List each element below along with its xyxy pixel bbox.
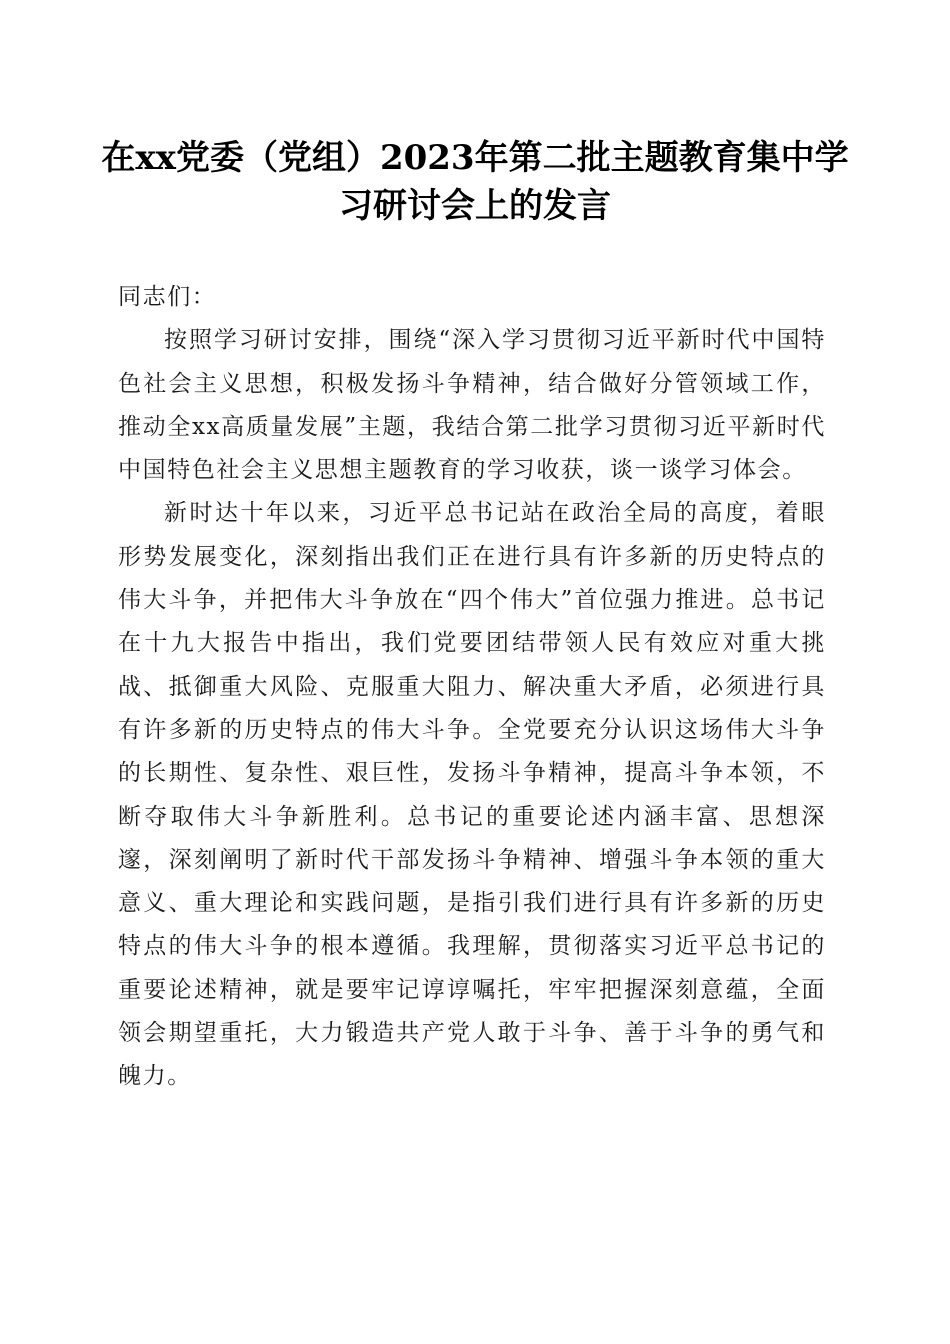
paragraph-1: 按照学习研讨安排，围绕“深入学习贯彻习近平新时代中国特色社会主义思想，积极发扬斗争精神，结合做好分管领域工作，推动全xx高质量发展”主题，我结合第二批学习贯彻习近平新时代中国特色社会主义思想主题教育的学习收获，谈一谈学习体会。 bbox=[118, 327, 826, 484]
document-body bbox=[118, 276, 826, 1099]
greeting: 同志们： bbox=[118, 284, 217, 310]
paragraph-2: 新时达十年以来，习近平总书记站在政治全局的高度，着眼形势发展变化，深刻指出我们正在进行具有许多新的历史特点的伟大斗争，并把伟大斗争放在“四个伟大”首位强力推进。总书记在十九大报告中指出，我们党要团结带领人民有效应对重大挑战、抵御重大风险、克服重大阻力、解决重大矛盾，必须进行具有许多新的历史特点的伟大斗争。全党要充分认识这场伟大斗争的长期性、复杂性、艰巨性，发扬斗争精神，提高斗争本领，不断夺取伟大斗争新胜利。总书记的重要论述内涵丰富、思想深邃，深刻阐明了新时代干部发扬斗争精神、增强斗争本领的重大意义、重大理论和实践问题，是指引我们进行具有许多新的历史特点的伟大斗争的根本遵循。我理解，贯彻落实习近平总书记的重要论述精神，就是要牢记谆谆嘱托，牢牢把握深刻意蕴，全面领会期望重托，大力锻造共产党人敢于斗争、善于斗争的勇气和魄力。 bbox=[118, 500, 826, 1090]
document-title: 在xx党委（党组）2023年第二批主题教育集中学习研讨会上的发言 bbox=[101, 138, 849, 226]
